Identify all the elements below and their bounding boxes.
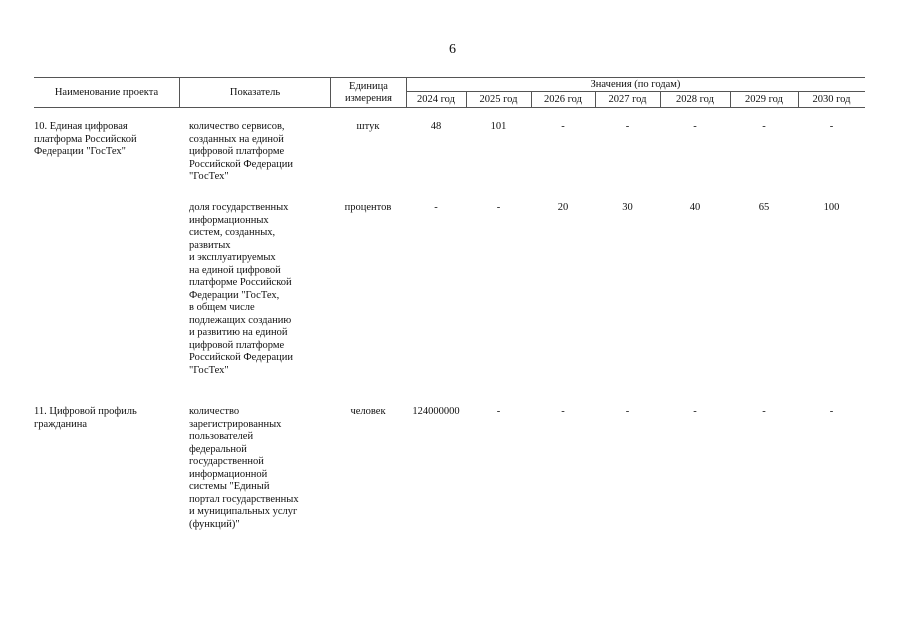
value-cell: 40 [689,202,701,213]
indicator-text [189,406,329,531]
value-cell: 101 [490,121,507,132]
value-cell: - [496,202,501,213]
value-cell: - [762,121,766,132]
indicator-text [189,121,329,184]
value-cell: - [829,121,834,132]
indicator-text-line: "ГосТех" [189,364,229,376]
indicator-text-line: Федерации "ГосТех, [189,289,280,301]
header-project: Наименование проекта [54,86,159,98]
value-cell: - [625,121,630,132]
value-cell: - [693,406,697,417]
value-cell: 100 [823,202,840,213]
value-cell: 65 [758,202,770,213]
indicator-text-line: государственной [189,456,264,467]
indicator-text-line: на единой цифровой [189,264,281,276]
indicator-text-line: цифровой платформе [189,339,285,351]
indicator-text-line: платформе Российской [189,277,292,288]
indicator-text-line: количество [189,406,240,417]
indicator-text-line: доля государственных [189,202,289,213]
project-name-line: гражданина [34,418,87,430]
header-unit [331,78,406,107]
value-cell: - [693,121,697,132]
value-cell: 20 [557,202,569,213]
project-name-line: 10. Единая цифровая [34,121,128,132]
value-cell: - [625,406,630,417]
value-cell: - [434,202,438,213]
project-name-line: 11. Цифровой профиль [34,406,137,417]
table-header [34,77,865,108]
indicator-text-line: и эксплуатируемых [189,252,276,263]
indicator-text-line: (функций)" [189,518,240,530]
indicator-text-line: и развитию на единой [189,327,288,338]
header-unit-line2: измерения [345,92,392,104]
header-year: 2030 год [812,94,851,105]
header-year: 2024 год [417,94,455,105]
indicator-text [189,202,329,377]
header-year: 2025 год [479,94,518,105]
header-unit-line1: Единица [349,80,388,92]
project-name [34,121,179,159]
value-cell: 124000000 [412,406,460,417]
unit-cell: человек [350,406,386,417]
project-name-line: платформа Российской [34,133,137,145]
unit-cell: штук [356,121,380,132]
indicator-text-line: цифровой платформе [189,146,285,157]
indicator-text-line: портал государственных [189,493,299,505]
indicator-text-line: систем, созданных, [189,227,276,238]
header-values-title: Значения (по годам) [590,79,681,90]
indicator-text-line: информационной [189,468,268,480]
indicator-text-line: Российской Федерации [189,158,293,170]
indicator-text-line: системы "Единый [189,481,270,492]
project-name [34,406,179,431]
value-cell: 30 [622,202,633,213]
value-cell: - [829,406,834,417]
value-cell: - [762,406,766,417]
indicator-text-line: и муниципальных услуг [189,506,298,517]
value-cell: - [496,406,501,417]
indicator-text-line: Российской Федерации [189,352,293,363]
indicator-text-line: в общем числе [189,302,255,313]
header-indicator: Показатель [229,86,281,98]
header-year: 2029 год [745,94,783,105]
header-year: 2026 год [544,94,582,105]
page-number: 6 [449,42,456,57]
header-year: 2028 год [676,94,714,105]
value-cell: - [561,121,565,132]
project-name-line: Федерации "ГосТех" [34,146,126,157]
value-cell: 48 [430,121,442,132]
value-cell: - [561,406,565,417]
indicator-text-line: "ГосТех" [189,171,229,182]
indicator-text-line: информационных [189,214,269,226]
indicator-text-line: развитых [189,239,231,251]
indicator-text-line: федеральной [189,443,247,455]
indicator-text-line: подлежащих созданию [189,314,292,326]
header-year: 2027 год [608,94,647,105]
indicator-text-line: зарегистрированных [189,418,282,430]
indicator-text-line: пользователей [189,431,254,442]
indicator-text-line: созданных на единой [189,133,284,145]
indicator-text-line: количество сервисов, [189,121,285,132]
unit-cell: процентов [344,202,392,213]
